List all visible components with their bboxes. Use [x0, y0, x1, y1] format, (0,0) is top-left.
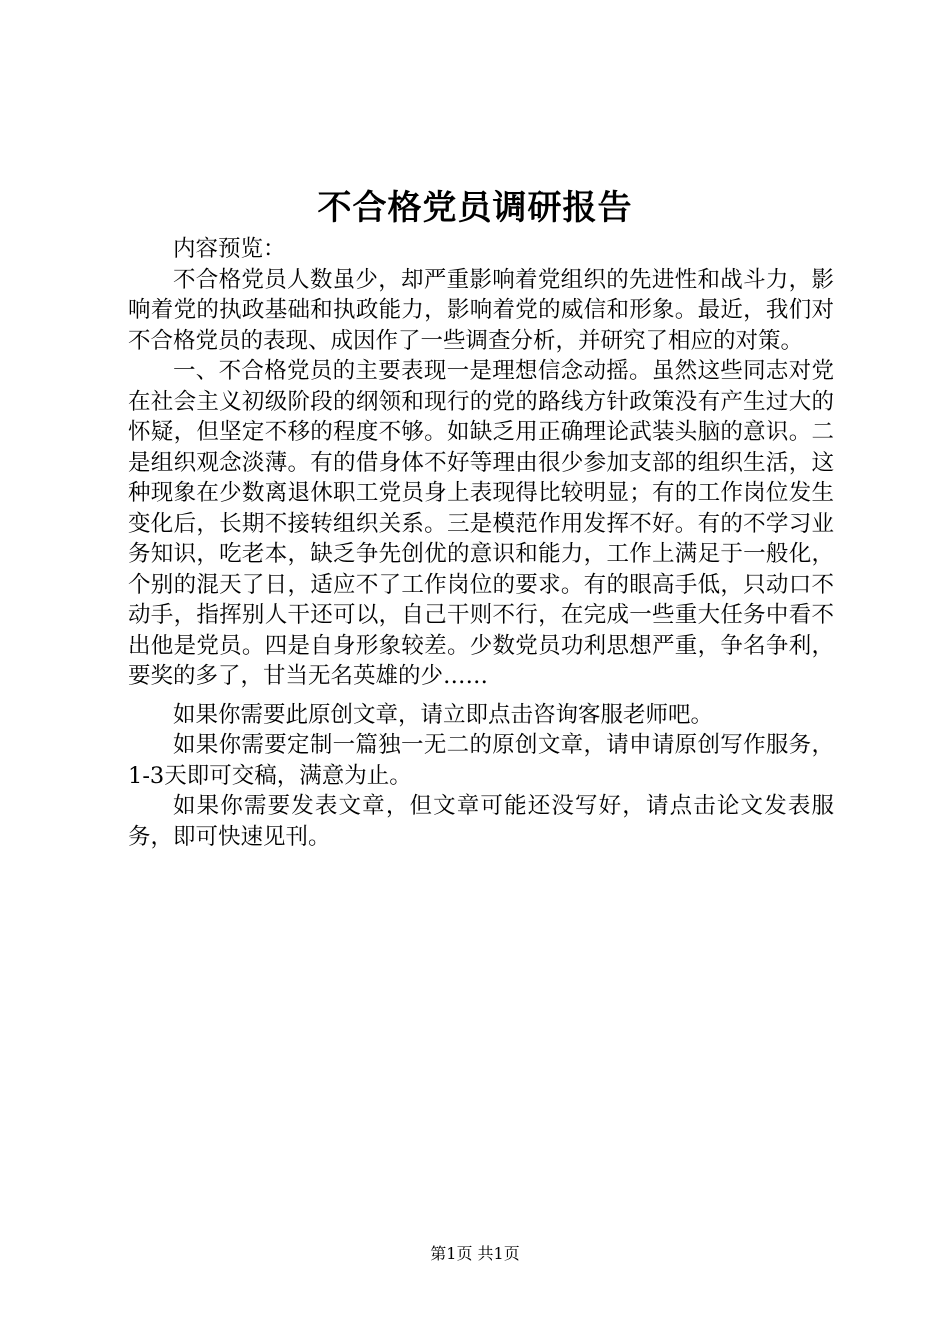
notice-publishing: 如果你需要发表文章，但文章可能还没写好，请点击论文发表服务，即可快速见刊。 — [128, 793, 834, 850]
notice-consult: 如果你需要此原创文章，请立即点击咨询客服老师吧。 — [173, 701, 714, 728]
document-title: 不合格党员调研报告 — [317, 188, 633, 228]
summary-paragraph: 不合格党员人数虽少，却严重影响着党组织的先进性和战斗力，影响着党的执政基础和执政能力，影响着党的威信和形象。最近，我们对不合格党员的表现、成因作了一些调查分析，并研究了相应的对策。 — [128, 266, 834, 354]
document-body — [128, 234, 834, 852]
preview-label: 内容预览： — [173, 236, 286, 262]
page-number-footer: 第1页 共1页 — [430, 1244, 520, 1263]
notice-custom-writing: 如果你需要定制一篇独一无二的原创文章，请申请原创写作服务，1-3天即可交稿，满意为止。 — [128, 732, 834, 789]
main-paragraph: 一、不合格党员的主要表现一是理想信念动摇。虽然这些同志对党在社会主义初级阶段的纲领和现行的党的路线方针政策没有产生过大的怀疑，但坚定不移的程度不够。如缺乏用正确理论武装头脑的意识。二是组织观念淡薄。有的借身体不好等理由很少参加支部的组织生活，这种现象在少数离退休职工党员身上表现得比较明显；有的工作岗位发生变化后，长期不接转组织关系。三是模范作用发挥不好。有的不学习业务知识，吃老本，缺乏争先创优的意识和能力，工作上满足于一般化，个别的混天了日，适应不了工作岗位的要求。有的眼高手低，只动口不动手，指挥别人干还可以，自己干则不行，在完成一些重大任务中看不出他是党员。四是自身形象较差。少数党员功利思想严重，争名争利，要奖的多了，甘当无名英雄的少…… — [128, 358, 834, 689]
